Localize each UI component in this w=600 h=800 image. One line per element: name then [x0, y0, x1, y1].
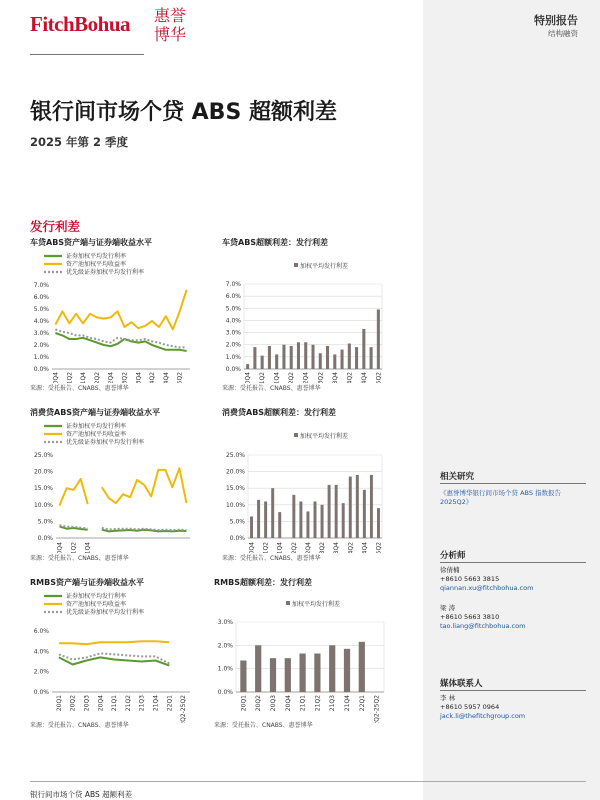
y-tick-label: 2.0%	[217, 642, 233, 650]
legend-label: 优先级证券加权平均发行利率	[66, 609, 145, 616]
chart-rmbs-yield-svg	[30, 588, 200, 723]
legend-label: 资产池加权平均收益率	[66, 261, 127, 268]
y-tick-label: 4.0%	[33, 318, 49, 325]
bar	[292, 495, 295, 538]
logo-seal-line2: 博华	[153, 25, 186, 44]
x-tick-label: 24Q4	[360, 372, 368, 383]
bar	[261, 356, 264, 369]
x-tick-label: 21Q4	[344, 695, 351, 712]
chart-auto-spread-svg	[222, 248, 392, 383]
y-tick-label: 10.0%	[33, 501, 53, 509]
logo-wordmark: FitchBohua	[30, 12, 131, 36]
chart-consumer-spread	[222, 407, 392, 567]
chart-rmbs-spread-svg	[214, 588, 392, 723]
bar	[297, 342, 300, 369]
x-tick-label: 20Q1	[240, 695, 248, 712]
bar	[359, 642, 365, 692]
legend-label: 证券加权平均发行利率	[66, 253, 127, 260]
legend-label: 资产池加权平均收益率	[66, 431, 127, 438]
legend-label: 证券加权平均发行利率	[66, 593, 127, 600]
chart-auto-yield-svg	[30, 248, 200, 383]
x-tick-label: 21Q3	[329, 695, 337, 712]
legend-label: 加权平均发行利差	[292, 601, 341, 608]
chart-auto-yield	[30, 237, 200, 397]
chart-source: 来源：受托报告、CNABS、惠誉博华	[30, 722, 129, 729]
bar	[329, 645, 335, 692]
x-tick-label: 25Q2	[176, 372, 184, 383]
y-tick-label: 0.0%	[217, 689, 233, 696]
y-tick-label: 2.0%	[225, 341, 241, 349]
bar	[282, 345, 285, 369]
x-tick-label: 20Q4	[284, 695, 292, 712]
logo-divider	[30, 54, 144, 55]
chart-consumer-spread-svg	[222, 418, 392, 553]
bar	[328, 485, 331, 538]
y-tick-label: 0.0%	[225, 366, 241, 373]
logo-seal-line1: 惠誉	[153, 6, 186, 25]
analyst-divider	[440, 562, 586, 563]
analyst-heading: 分析师	[440, 551, 466, 561]
y-tick-label: 7.0%	[33, 282, 49, 289]
x-tick-label: 22Q1	[166, 695, 174, 712]
bar	[246, 364, 249, 369]
media-divider	[440, 690, 586, 691]
bar	[240, 661, 246, 693]
chart-title: 车贷ABS超额利差：发行利差	[222, 238, 329, 247]
y-tick-label: 20.0%	[33, 468, 53, 476]
y-tick-label: 15.0%	[33, 485, 53, 493]
legend-label: 优先级证券加权平均发行利率	[66, 439, 145, 446]
bar	[306, 511, 309, 538]
x-tick-label: 20Q4	[56, 542, 64, 553]
y-tick-label: 3.0%	[217, 619, 233, 626]
x-tick-label: 21Q2	[70, 542, 78, 553]
legend-label: 加权平均发行利差	[300, 433, 349, 440]
series-line-2	[55, 290, 186, 330]
related-divider	[440, 483, 586, 484]
x-tick-label: 20Q3	[83, 695, 91, 712]
x-tick-label: 23Q2	[317, 372, 325, 383]
x-tick-label: 21Q1	[299, 695, 307, 712]
chart-source: 来源：受托报告、CNABS、惠誉博华	[214, 722, 313, 729]
x-tick-label: 22Q2-25Q2	[373, 695, 381, 723]
media-phone: +8610 5957 0964	[440, 703, 500, 711]
y-tick-label: 0.0%	[33, 366, 49, 373]
chart-rmbs-spread	[214, 577, 392, 737]
x-tick-label: 21Q4	[276, 542, 284, 553]
x-tick-label: 21Q1	[111, 695, 119, 712]
y-tick-label: 0.0%	[37, 535, 53, 542]
bar	[278, 512, 281, 538]
bar	[264, 501, 267, 538]
y-tick-label: 4.0%	[225, 317, 241, 325]
bar	[257, 500, 260, 538]
x-tick-label: 21Q2	[262, 542, 270, 553]
bar	[290, 346, 293, 369]
y-tick-label: 7.0%	[225, 281, 241, 288]
x-tick-label: 24Q2	[346, 372, 354, 383]
footer-divider	[30, 781, 586, 782]
x-tick-label: 20Q4	[248, 542, 256, 553]
x-tick-label: 21Q2	[66, 372, 74, 383]
x-tick-label: 22Q4	[304, 542, 312, 553]
x-tick-label: 23Q2	[121, 372, 129, 383]
analyst-name: 徐倩楠	[440, 566, 460, 574]
bar	[271, 488, 274, 538]
bar	[255, 645, 261, 692]
footer-text: 银行间市场个贷 ABS 超额利差	[30, 790, 133, 799]
report-category: 结构融资	[548, 29, 578, 38]
bar	[285, 658, 291, 692]
page-title: 银行间市场个贷 ABS 超额利差	[30, 100, 337, 125]
x-tick-label: 22Q2	[93, 372, 101, 383]
x-tick-label: 21Q4	[273, 372, 281, 383]
x-tick-label: 22Q4	[302, 372, 310, 383]
x-tick-label: 22Q1	[358, 695, 366, 712]
media-email[interactable]: jack.li@thefitchgroup.com	[440, 712, 526, 720]
bar	[341, 350, 344, 369]
x-tick-label: 21Q2	[314, 695, 322, 712]
bar	[362, 329, 365, 369]
related-heading: 相关研究	[440, 472, 475, 482]
x-tick-label: 20Q3	[270, 695, 277, 712]
bar	[356, 475, 359, 538]
bar	[370, 347, 373, 369]
report-type: 特别报告	[534, 14, 578, 27]
page-subtitle: 2025 年第 2 季度	[30, 135, 129, 149]
y-tick-label: 0.0%	[33, 689, 49, 696]
bar	[333, 354, 336, 369]
y-tick-label: 2.0%	[33, 342, 49, 349]
bar	[319, 353, 322, 369]
y-tick-label: 3.0%	[225, 329, 241, 337]
logo-seal	[148, 6, 192, 44]
bar	[299, 501, 302, 538]
bar	[348, 344, 351, 370]
bar	[304, 342, 307, 369]
legend-label: 证券加权平均发行利率	[66, 423, 127, 430]
chart-source: 来源：受托报告、CNABS、惠誉博华	[222, 385, 321, 392]
bar	[268, 346, 271, 369]
bar	[250, 516, 253, 538]
x-tick-label: 20Q4	[97, 695, 105, 712]
x-tick-label: 23Q2	[319, 542, 327, 553]
bar	[363, 490, 366, 538]
chart-consumer-yield	[30, 407, 200, 567]
legend-swatch	[294, 263, 298, 267]
analyst-email[interactable]: tao.liang@fitchbohua.com	[440, 622, 526, 630]
y-tick-label: 0.0%	[229, 535, 245, 542]
chart-title: 消费贷ABS超额利差：发行利差	[222, 408, 337, 417]
y-tick-label: 10.0%	[225, 501, 245, 509]
related-report-link[interactable]: 《惠誉博华银行间市场个贷 ABS 指数报告 2025Q2》	[440, 489, 562, 506]
x-tick-label: 20Q2	[255, 695, 263, 712]
x-tick-label: 24Q4	[162, 372, 170, 383]
section-heading: 发行利差	[30, 219, 81, 234]
chart-consumer-yield-svg	[30, 418, 200, 553]
x-tick-label: 21Q2	[124, 695, 132, 712]
analyst-email[interactable]: qiannan.xu@fitchbohua.com	[440, 584, 534, 592]
y-tick-label: 3.0%	[33, 330, 49, 337]
x-tick-label: 20Q4	[52, 372, 60, 383]
analyst-phone: +8610 5663 3815	[440, 575, 500, 583]
legend-swatch	[294, 433, 298, 437]
y-tick-label: 6.0%	[33, 628, 49, 635]
bar	[377, 310, 380, 370]
y-tick-label: 4.0%	[33, 648, 49, 656]
bar	[299, 654, 305, 693]
bar	[370, 475, 373, 538]
chart-title: RMBS超额利差：发行利差	[214, 578, 312, 587]
x-tick-label: 24Q4	[361, 542, 369, 553]
series-line-3	[59, 653, 169, 663]
chart-source: 来源：受托报告、CNABS、惠誉博华	[222, 555, 321, 562]
chart-title: 车贷ABS资产端与证券端收益水平	[30, 238, 153, 247]
x-tick-label: 20Q1	[55, 695, 63, 712]
y-tick-label: 1.0%	[33, 354, 49, 361]
x-tick-label: 21Q2	[259, 372, 267, 383]
analyst-phone: +8610 5663 3810	[440, 613, 500, 621]
x-tick-label: 25Q2	[375, 542, 383, 553]
x-tick-label: 25Q2	[375, 372, 383, 383]
y-tick-label: 1.0%	[225, 353, 241, 361]
x-tick-label: 22Q2-25Q2	[180, 695, 188, 723]
x-tick-label: 20Q2	[69, 695, 77, 712]
y-tick-label: 15.0%	[225, 485, 245, 493]
media-name: 李 林	[440, 694, 456, 702]
y-tick-label: 20.0%	[225, 468, 245, 476]
y-tick-label: 6.0%	[225, 293, 241, 301]
y-tick-label: 25.0%	[33, 452, 53, 459]
y-tick-label: 2.0%	[33, 668, 49, 676]
x-tick-label: 21Q4	[152, 695, 160, 712]
x-tick-label: 23Q4	[331, 372, 339, 383]
bar	[344, 649, 350, 692]
legend-label: 资产池加权平均收益率	[66, 601, 127, 608]
y-tick-label: 1.0%	[217, 665, 233, 673]
series-line-2	[59, 641, 169, 644]
chart-auto-spread	[222, 237, 392, 397]
chart-rmbs-yield	[30, 577, 200, 737]
y-tick-label: 5.0%	[229, 518, 245, 526]
bar	[335, 485, 338, 538]
y-tick-label: 6.0%	[33, 294, 49, 301]
bar	[355, 347, 358, 369]
chart-source: 来源：受托报告、CNABS、惠誉博华	[30, 385, 129, 392]
legend-swatch	[286, 601, 290, 605]
x-tick-label: 24Q2	[149, 372, 157, 383]
chart-source: 来源：受托报告、CNABS、惠誉博华	[30, 555, 129, 562]
bar	[314, 654, 320, 693]
bar	[253, 347, 256, 369]
x-tick-label: 21Q3	[138, 695, 146, 712]
x-tick-label: 22Q2	[288, 372, 296, 383]
bar	[314, 501, 317, 538]
bar	[377, 508, 380, 538]
chart-title: 消费贷ABS资产端与证券端收益水平	[30, 408, 161, 417]
series-line-2	[60, 468, 187, 505]
x-tick-label: 23Q4	[135, 372, 143, 383]
bar	[311, 345, 314, 369]
legend-label: 加权平均发行利差	[300, 263, 349, 270]
y-tick-label: 5.0%	[33, 306, 49, 313]
y-tick-label: 25.0%	[225, 452, 245, 459]
media-heading: 媒体联系人	[440, 679, 483, 689]
analyst-name: 梁 涛	[440, 604, 456, 612]
y-tick-label: 5.0%	[225, 305, 241, 313]
x-tick-label: 24Q2	[347, 542, 355, 553]
legend-label: 优先级证券加权平均发行利率	[66, 269, 145, 276]
bar	[342, 503, 345, 538]
x-tick-label: 23Q4	[333, 542, 341, 553]
x-tick-label: 22Q2	[290, 542, 298, 553]
x-tick-label: 20Q4	[244, 372, 252, 383]
x-tick-label: 21Q4	[84, 542, 92, 553]
bar	[321, 505, 324, 538]
bar	[349, 477, 352, 538]
x-tick-label: 22Q4	[107, 372, 115, 383]
bar	[270, 658, 276, 692]
bar	[326, 346, 329, 369]
x-tick-label: 21Q4	[80, 372, 88, 383]
chart-title: RMBS资产端与证券端收益水平	[30, 578, 144, 587]
y-tick-label: 5.0%	[37, 518, 53, 526]
bar	[275, 354, 278, 369]
